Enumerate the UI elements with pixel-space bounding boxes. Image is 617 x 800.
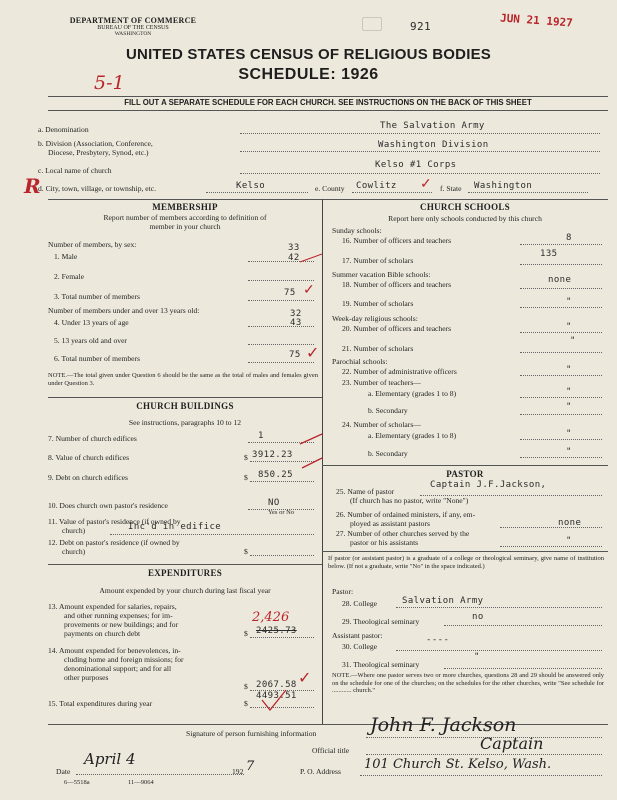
q21-value: " bbox=[570, 336, 576, 346]
red-r-mark: R bbox=[24, 174, 41, 198]
q22-label: 22. Number of administrative officers bbox=[342, 367, 457, 376]
q15-dollar: $ bbox=[244, 699, 248, 708]
check-mark-icon: ✓ bbox=[306, 345, 320, 362]
buildings-sub: See instructions, paragraphs 10 to 12 bbox=[128, 418, 242, 427]
state-label: f. State bbox=[440, 184, 462, 193]
q5-label: 5. 13 years old and over bbox=[54, 336, 127, 345]
form-code: 6—5518a bbox=[64, 779, 90, 786]
q8-value: 3912.23 bbox=[252, 450, 293, 460]
q14-label-3: denominational support; and for all bbox=[64, 664, 172, 673]
q6-label: 6. Total number of members bbox=[54, 354, 141, 363]
q4-value: 32 bbox=[290, 309, 302, 319]
q7-label: 7. Number of church edifices bbox=[48, 434, 137, 443]
q24-label: 24. Number of scholars— bbox=[342, 420, 421, 429]
q17-label: 17. Number of scholars bbox=[342, 256, 414, 265]
q9-label: 9. Debt on church edifices bbox=[48, 473, 128, 482]
q30-value: ---- bbox=[426, 635, 450, 645]
q12-label-2: church) bbox=[62, 547, 86, 556]
q13-dollar: $ bbox=[244, 629, 248, 638]
membership-title: MEMBERSHIP bbox=[152, 202, 218, 212]
q7-value: 1 bbox=[258, 431, 264, 441]
q11-label-2: church) bbox=[62, 526, 86, 535]
denomination-label: a. Denomination bbox=[38, 125, 89, 134]
q12-label: 12. Debt on pastor's residence (if owned by bbox=[48, 538, 180, 547]
division-label-2: Diocese, Presbytery, Synod, etc.) bbox=[48, 148, 149, 157]
q27-label-2: pastor or his assistants bbox=[350, 538, 419, 547]
schools-sub: Report here only schools conducted by this church bbox=[388, 214, 542, 223]
membership-sub-2: member in your church bbox=[149, 222, 221, 231]
yes-no-hint: Yes or No bbox=[268, 509, 295, 516]
q1-label: 1. Male bbox=[54, 252, 78, 261]
q13-label-2: and other running expenses; for im- bbox=[64, 611, 173, 620]
q30-label: 30. College bbox=[342, 642, 378, 651]
pastor-title: PASTOR bbox=[446, 469, 484, 479]
local-name-value: Kelso #1 Corps bbox=[375, 160, 457, 170]
form-code-2: 11—9064 bbox=[128, 779, 154, 786]
expenditures-sub: Amount expended by your church during last fiscal year bbox=[99, 586, 271, 595]
bureau-label: BUREAU OF THE CENSUS bbox=[97, 25, 169, 31]
q21-label: 21. Number of scholars bbox=[342, 344, 414, 353]
q26-label-2: ployed as assistant pastors bbox=[350, 519, 430, 528]
q31-value: " bbox=[474, 652, 480, 662]
q8-label: 8. Value of church edifices bbox=[48, 453, 130, 462]
q13-label-3: provements or new buildings; and for bbox=[64, 620, 179, 629]
q27-value: " bbox=[566, 536, 572, 546]
q13-value: 2425.73 bbox=[256, 626, 297, 636]
check-mark-icon: ✓ bbox=[420, 177, 432, 192]
form-subtitle: SCHEDULE: 1926 bbox=[238, 66, 379, 83]
q23-label: 23. Number of teachers— bbox=[342, 378, 421, 387]
official-title-label: Official title bbox=[312, 746, 350, 755]
buildings-title: CHURCH BUILDINGS bbox=[136, 401, 234, 411]
date-label: Date bbox=[56, 767, 71, 776]
date-value: April 4 bbox=[84, 750, 136, 768]
form-title: UNITED STATES CENSUS OF RELIGIOUS BODIES bbox=[126, 46, 491, 63]
denomination-value: The Salvation Army bbox=[380, 121, 485, 131]
q23a-value: " bbox=[566, 387, 572, 397]
q24a-value: " bbox=[566, 429, 572, 439]
city-label: WASHINGTON bbox=[114, 31, 152, 37]
q31-label: 31. Theological seminary bbox=[342, 660, 420, 669]
age-label: Number of members under and over 13 years old: bbox=[48, 306, 200, 315]
q5-value: 43 bbox=[290, 318, 302, 328]
q20-label: 20. Number of officers and teachers bbox=[342, 324, 452, 333]
q28-value: Salvation Army bbox=[402, 596, 484, 606]
q8-dollar: $ bbox=[244, 453, 248, 462]
q11-label: 11. Value of pastor's residence (if owned by bbox=[48, 517, 181, 526]
county-label: e. County bbox=[315, 184, 345, 193]
q19-label: 19. Number of scholars bbox=[342, 299, 414, 308]
city-label: d. City, town, village, or township, etc. bbox=[38, 184, 157, 193]
assistant-label: Assistant pastor: bbox=[332, 631, 383, 640]
q22-value: " bbox=[566, 365, 572, 375]
q12-dollar: $ bbox=[244, 547, 248, 556]
sunday-label: Sunday schools: bbox=[332, 226, 382, 235]
q29-value: no bbox=[472, 612, 484, 622]
handwritten-code: 5-1 bbox=[94, 72, 125, 94]
expenditures-title: EXPENDITURES bbox=[147, 568, 223, 578]
pastor-label: Pastor: bbox=[332, 587, 354, 596]
q14-label-4: other purposes bbox=[64, 673, 109, 682]
q23b-value: " bbox=[566, 402, 572, 412]
membership-sub-1: Report number of members according to definition of bbox=[103, 213, 267, 222]
q28-label: 28. College bbox=[342, 599, 378, 608]
address-label: P. O. Address bbox=[300, 767, 341, 776]
check-mark-icon: ✓ bbox=[298, 670, 312, 687]
q18-value: none bbox=[548, 275, 572, 285]
document-number: 921 bbox=[410, 20, 432, 33]
year-prefix: 192 bbox=[232, 767, 244, 776]
q10-value: NO bbox=[268, 498, 280, 508]
summer-label: Summer vacation Bible schools: bbox=[332, 270, 431, 279]
check-mark-icon: ✓ bbox=[303, 283, 315, 298]
sex-label: Number of members, by sex: bbox=[48, 240, 137, 249]
q25-label: 25. Name of pastor bbox=[336, 487, 395, 496]
q23a-label: a. Elementary (grades 1 to 8) bbox=[368, 389, 457, 398]
q14-dollar: $ bbox=[244, 682, 248, 691]
q26-value: none bbox=[558, 518, 582, 528]
q18-label: 18. Number of officers and teachers bbox=[342, 280, 452, 289]
graduate-note: If pastor (or assistant pastor) is a graduate of a college or theological seminary, give name of institution below. (If not a graduate, write "No" in the space indicated.) bbox=[328, 555, 604, 570]
county-value: Cowlitz bbox=[356, 181, 397, 191]
signature-label: Signature of person furnishing information bbox=[186, 729, 317, 738]
q15-value: 4493.51 bbox=[256, 691, 297, 701]
official-title-value: Captain bbox=[480, 734, 544, 753]
q11-value: Inc'd in edifice bbox=[128, 522, 222, 532]
instruction-banner: FILL OUT A SEPARATE SCHEDULE FOR EACH CHURCH. SEE INSTRUCTIONS ON THE BACK OF THIS SHEET bbox=[124, 98, 532, 107]
q16-label: 16. Number of officers and teachers bbox=[342, 236, 452, 245]
q9-value: 850.25 bbox=[258, 470, 293, 480]
parochial-label: Parochial schools: bbox=[332, 357, 388, 366]
q26-label: 26. Number of ordained ministers, if any, em- bbox=[336, 510, 476, 519]
q27-label: 27. Number of other churches served by the bbox=[336, 529, 470, 538]
pastor-note: NOTE.—Where one pastor serves two or more churches, questions 28 and 29 should be answered only on the schedule for one of the churches; on the schedules for the other churches, write "See schedule for ............ church." bbox=[332, 672, 604, 694]
membership-note: NOTE.—The total given under Question 6 should be the same as the total of males and females given under Question 3. bbox=[48, 372, 318, 387]
q4-label: 4. Under 13 years of age bbox=[54, 318, 129, 327]
q14-label: 14. Amount expended for benevolences, in- bbox=[48, 646, 181, 655]
q13-correction: 2,426 bbox=[252, 610, 290, 625]
year-suffix: 7 bbox=[246, 759, 255, 774]
q3-label: 3. Total number of members bbox=[54, 292, 141, 301]
q25-value: Captain J.F.Jackson, bbox=[430, 480, 547, 490]
q13-label-4: payments on church debt bbox=[64, 629, 141, 638]
q15-label: 15. Total expenditures during year bbox=[48, 699, 153, 708]
q2-value: 42 bbox=[288, 253, 300, 263]
q13-label: 13. Amount expended for salaries, repairs, bbox=[48, 602, 177, 611]
q17-value: 135 bbox=[540, 249, 558, 259]
schools-title: CHURCH SCHOOLS bbox=[420, 202, 510, 212]
local-name-label: c. Local name of church bbox=[38, 166, 112, 175]
q23b-label: b. Secondary bbox=[368, 406, 408, 415]
q19-value: " bbox=[566, 297, 572, 307]
q16-value: 8 bbox=[566, 233, 572, 243]
address-value: 101 Church St. Kelso, Wash. bbox=[364, 757, 552, 772]
q20-value: " bbox=[566, 322, 572, 332]
q1-value: 33 bbox=[288, 243, 300, 253]
city-value: Kelso bbox=[236, 181, 266, 191]
q14-label-2: cluding home and foreign missions; for bbox=[64, 655, 184, 664]
department-label: DEPARTMENT OF COMMERCE bbox=[69, 16, 197, 25]
q24b-label: b. Secondary bbox=[368, 449, 408, 458]
division-value: Washington Division bbox=[378, 140, 489, 150]
q24a-label: a. Elementary (grades 1 to 8) bbox=[368, 431, 457, 440]
q6-value: 75 bbox=[289, 350, 301, 360]
q10-label: 10. Does church own pastor's residence bbox=[48, 501, 168, 510]
q3-value: 75 bbox=[284, 288, 296, 298]
q9-dollar: $ bbox=[244, 473, 248, 482]
q14-value: 2067.58 bbox=[256, 680, 297, 690]
q24b-value: " bbox=[566, 447, 572, 457]
q25-note: (If church has no pastor, write "None") bbox=[350, 496, 469, 505]
state-value: Washington bbox=[474, 181, 533, 191]
q29-label: 29. Theological seminary bbox=[342, 617, 420, 626]
q2-label: 2. Female bbox=[54, 272, 84, 281]
signature-value: John F. Jackson bbox=[370, 714, 517, 736]
received-date-stamp: JUN 21 1927 bbox=[499, 11, 574, 30]
division-label: b. Division (Association, Conference, bbox=[38, 139, 153, 148]
weekday-label: Week-day religious schools: bbox=[332, 314, 418, 323]
